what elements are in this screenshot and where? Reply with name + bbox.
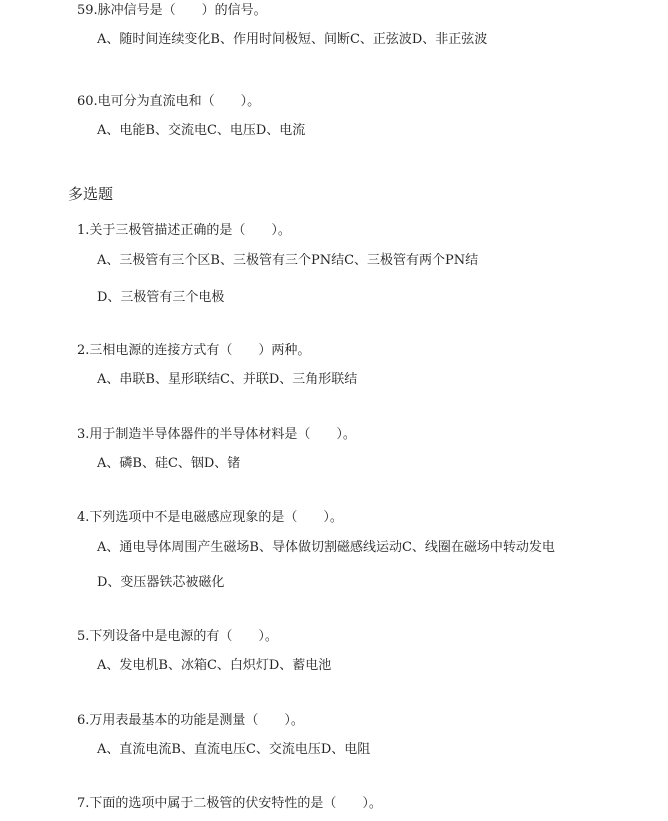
- multi-question-7: 7.下面的选项中属于二极管的伏安特性的是（ ）。: [77, 796, 382, 811]
- question-59: 59.脉冲信号是（ ）的信号。: [77, 3, 267, 18]
- multi-question-5: 5.下列设备中是电源的有（ ）。: [77, 629, 278, 644]
- multi-question-5-options: A、发电机B、冰箱C、白炽灯D、蓄电池: [97, 658, 332, 673]
- multi-question-1-options-line-1: A、三极管有三个区B、三极管有三个PN结C、三极管有两个PN结: [97, 253, 479, 268]
- question-60: 60.电可分为直流电和（ ）。: [77, 94, 261, 109]
- multi-question-4-options-line-1: A、通电导体周围产生磁场B、导体做切割磁感线运动C、线圈在磁场中转动发电: [97, 540, 555, 555]
- multi-question-4: 4.下列选项中不是电磁感应现象的是（ ）。: [77, 510, 343, 525]
- multi-question-6-options: A、直流电流B、直流电压C、交流电压D、电阻: [97, 742, 371, 757]
- multi-question-6: 6.万用表最基本的功能是测量（ ）。: [77, 713, 304, 728]
- multi-question-3-options: A、磷B、硅C、铟D、锗: [97, 456, 241, 471]
- multi-question-1-options-line-2: D、三极管有三个电极: [97, 290, 225, 305]
- multi-question-3: 3.用于制造半导体器件的半导体材料是（ ）。: [77, 427, 356, 442]
- multi-question-1: 1.关于三极管描述正确的是（ ）。: [77, 223, 291, 238]
- section-title-multi-choice: 多选题: [68, 185, 114, 203]
- multi-question-4-options-line-2: D、变压器铁芯被磁化: [97, 575, 225, 590]
- question-60-options: A、电能B、交流电C、电压D、电流: [97, 123, 306, 138]
- multi-question-2-options: A、串联B、星形联结C、并联D、三角形联结: [97, 372, 358, 387]
- question-59-options: A、随时间连续变化B、作用时间极短、间断C、正弦波D、非正弦波: [97, 32, 488, 47]
- multi-question-2: 2.三相电源的连接方式有（ ）两种。: [77, 343, 311, 358]
